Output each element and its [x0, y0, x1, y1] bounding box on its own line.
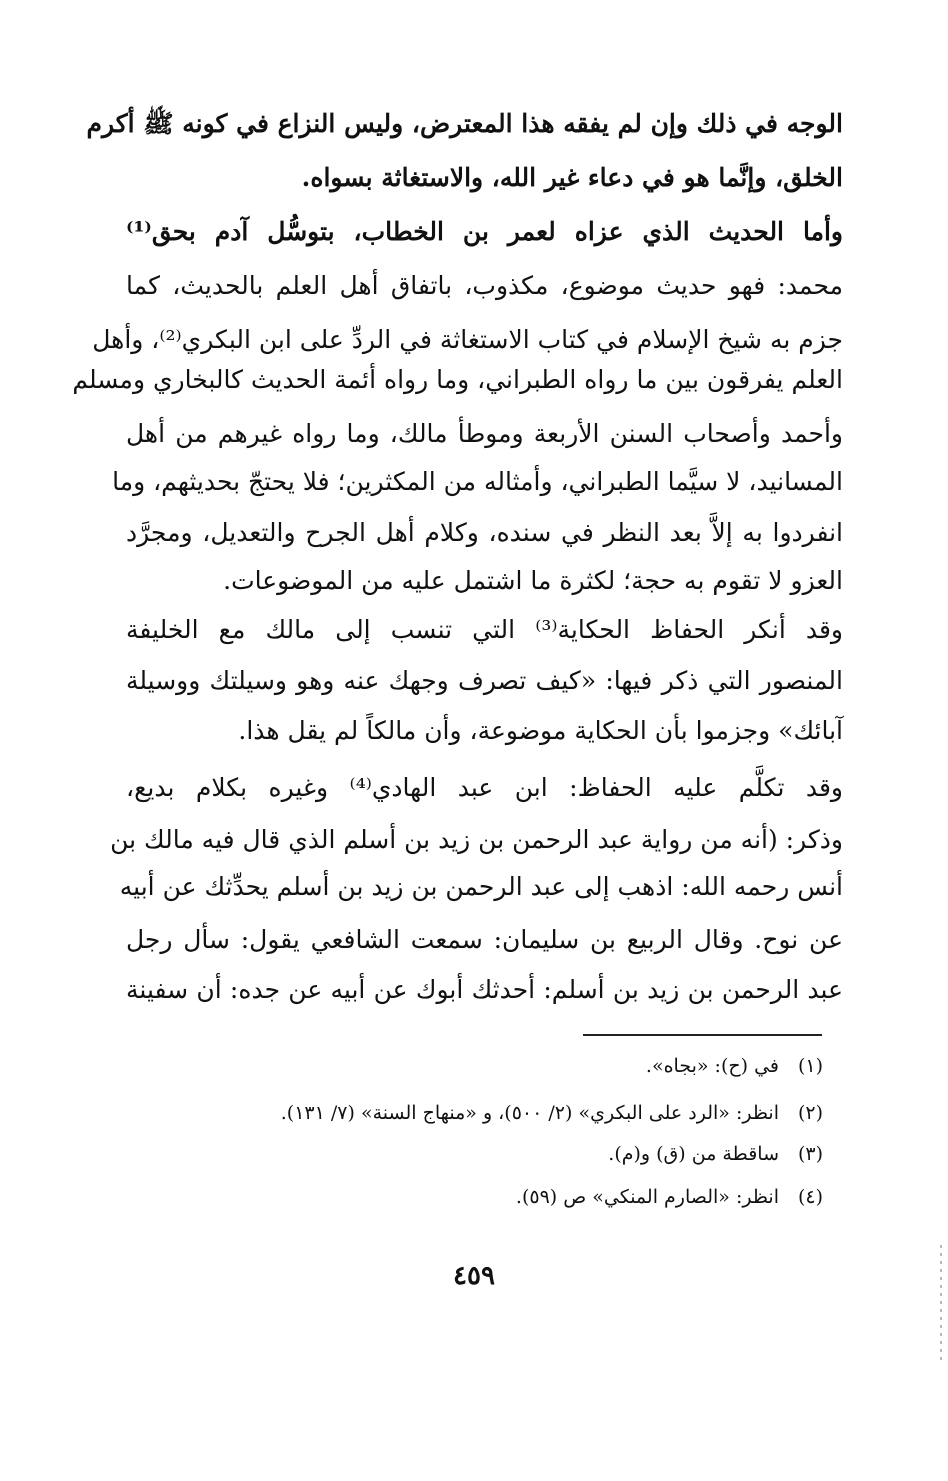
- body-line-12: المنصور التي ذكر فيها: «كيف تصرف وجهك عنه وهو وسيلتك ووسيلة: [126, 666, 843, 695]
- footnote-2: [126, 1093, 823, 1133]
- body-line-3: وأما الحديث الذي عزاه لعمر بن الخطاب، بتوسُّل آدم بحق⁽¹⁾: [126, 217, 843, 246]
- footnote-text: انظر: «الصارم المنكي» ص (٥٩).: [515, 1186, 779, 1208]
- footnote-4: [126, 1177, 823, 1217]
- body-line-17: عن نوح. وقال الربيع بن سليمان: سمعت الشافعي يقول: سأل رجل: [126, 925, 843, 954]
- footnote-separator: [583, 1034, 822, 1036]
- body-line-7: وأحمد وأصحاب السنن الأربعة وموطأ مالك، وما رواه غيرهم من أهل: [126, 419, 843, 448]
- body-line-10: العزو لا تقوم به حجة؛ لكثرة ما اشتمل عليه من الموضوعات.: [223, 566, 843, 595]
- footnote-number: (٢): [797, 1102, 823, 1124]
- body-line-15: وذكر: (أنه من رواية عبد الرحمن بن زيد بن أسلم الذي قال فيه مالك بن: [110, 825, 843, 854]
- body-line-16: أنس رحمه الله: اذهب إلى عبد الرحمن بن زيد بن أسلم يحدِّثك عن أبيه: [119, 872, 843, 901]
- body-line-2: الخلق، وإنَّما هو في دعاء غير الله، والاستغاثة بسواه.: [301, 163, 843, 192]
- body-line-11: وقد أنكر الحفاظ الحكاية⁽³⁾ التي تنسب إلى مالك مع الخليفة: [126, 615, 844, 644]
- footnote-text: انظر: «الرد على البكري» (٢/ ٥٠٠)، و «منهاج السنة» (٧/ ١٣١).: [280, 1102, 779, 1124]
- footnote-number: (٤): [797, 1186, 823, 1208]
- body-line-18: عبد الرحمن بن زيد بن أسلم: أحدثك أبوك عن أبيه عن جده: أن سفينة: [126, 975, 843, 1004]
- body-line-8: المسانيد، لا سيَّما الطبراني، وأمثاله من المكثرين؛ فلا يحتجّ بحديثهم، وما: [112, 467, 843, 496]
- footnote-1: [126, 1046, 823, 1086]
- footnote-3: [126, 1134, 823, 1174]
- scan-edge-mark: [940, 1245, 942, 1365]
- footnote-number: (١): [797, 1055, 823, 1077]
- body-line-1: الوجه في ذلك وإن لم يفقه هذا المعترض، وليس النزاع في كونه ﷺ أكرم: [86, 109, 843, 138]
- footnote-text: ساقطة من (ق) و(م).: [608, 1143, 779, 1165]
- body-line-13: آبائك» وجزموا بأن الحكاية موضوعة، وأن مالكاً لم يقل هذا.: [238, 716, 843, 745]
- body-line-4: محمد: فهو حديث موضوع، مكذوب، باتفاق أهل العلم بالحديث، كما: [126, 271, 843, 300]
- body-line-9: انفردوا به إلاَّ بعد النظر في سنده، وكلام أهل الجرح والتعديل، ومجرَّد: [126, 518, 843, 547]
- body-line-6: العلم يفرقون بين ما رواه الطبراني، وما رواه أئمة الحديث كالبخاري ومسلم: [72, 365, 843, 394]
- page-number: ٤٥٩: [453, 1261, 495, 1291]
- body-line-14: وقد تكلَّم عليه الحفاظ: ابن عبد الهادي⁽⁴⁾ وغيره بكلام بديع،: [126, 773, 844, 802]
- body-line-5: جزم به شيخ الإسلام في كتاب الاستغاثة في الردِّ على ابن البكري⁽²⁾، وأهل: [92, 325, 843, 354]
- footnote-text: في (ح): «بجاه».: [645, 1055, 779, 1077]
- footnote-number: (٣): [797, 1143, 823, 1165]
